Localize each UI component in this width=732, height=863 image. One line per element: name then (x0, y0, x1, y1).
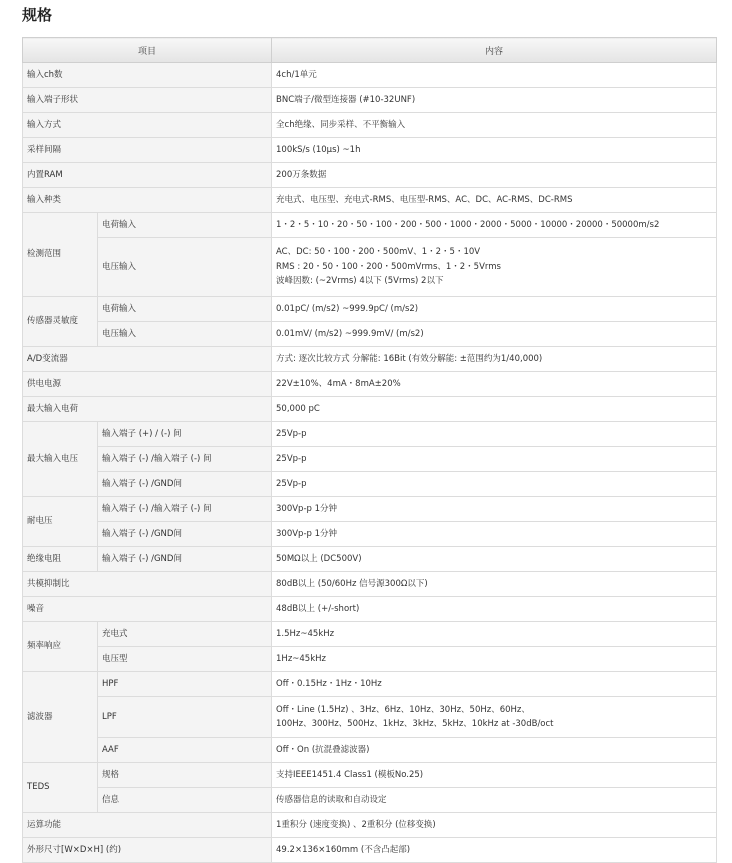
row-sublabel: AAF (98, 738, 272, 763)
table-row (23, 838, 717, 863)
row-value: 方式: 逐次比较方式 分解能: 16Bit (有效分解能: ±范围约为1/40,000) (272, 347, 717, 372)
table-row (23, 622, 717, 647)
header-item: 项目 (23, 38, 272, 63)
row-value: 48dB以上 (+/-short) (272, 597, 717, 622)
table-row (23, 138, 717, 163)
row-value: 25Vp-p (272, 422, 717, 447)
row-sublabel: 电压型 (98, 647, 272, 672)
table-row (23, 63, 717, 88)
table-row (23, 163, 717, 188)
row-value: 50MΩ以上 (DC500V) (272, 547, 717, 572)
row-sublabel: 输入端子 (-) /GND间 (98, 472, 272, 497)
row-label: A/D变流器 (23, 347, 272, 372)
row-value: 1重积分 (速度变换) 、2重积分 (位移变换) (272, 813, 717, 838)
row-label: 输入种类 (23, 188, 272, 213)
row-value (272, 697, 717, 738)
value-line: 100Hz、300Hz、500Hz、1kHz、3kHz、5kHz、10kHz at -30dB/oct (276, 719, 554, 729)
row-label: 最大输入电荷 (23, 397, 272, 422)
row-value: 0.01mV/ (m/s2) ~999.9mV/ (m/s2) (272, 322, 717, 347)
row-value: 80dB以上 (50/60Hz 信号源300Ω以下) (272, 572, 717, 597)
row-value: 1・2・5・10・20・50・100・200・500・1000・2000・5000・10000・20000・50000m/s2 (272, 213, 717, 238)
row-label: 输入端子形状 (23, 88, 272, 113)
table-row (23, 547, 717, 572)
row-value: 全ch绝缘、同步采样、不平衡输入 (272, 113, 717, 138)
table-row (23, 763, 717, 788)
row-value (272, 238, 717, 297)
row-label: 滤波器 (23, 672, 98, 763)
row-label: 共模抑制比 (23, 572, 272, 597)
value-line: 波峰因数: (~2Vrms) 4以下 (5Vrms) 2以下 (276, 276, 444, 287)
row-sublabel: 输入端子 (+) / (-) 间 (98, 422, 272, 447)
row-label: 传感器灵敏度 (23, 297, 98, 347)
row-value: 49.2×136×160mm (不含凸起部) (272, 838, 717, 863)
spec-table (22, 37, 717, 863)
table-row (23, 372, 717, 397)
row-value: Off・On (抗混叠滤波器) (272, 738, 717, 763)
page-title: 规格 (22, 6, 53, 24)
row-sublabel: 电压输入 (98, 322, 272, 347)
value-line: RMS : 20・50・100・200・500mVrms、1・2・5Vrms (276, 261, 501, 272)
row-value: 充电式、电压型、充电式-RMS、电压型-RMS、AC、DC、AC-RMS、DC-RMS (272, 188, 717, 213)
row-value: 100kS/s (10μs) ~1h (272, 138, 717, 163)
header-content: 内容 (272, 38, 717, 63)
table-row (23, 738, 717, 763)
value-line: Off・Line (1.5Hz) 、3Hz、6Hz、10Hz、30Hz、50Hz、60Hz、 (276, 704, 530, 715)
table-row (23, 647, 717, 672)
table-row (23, 347, 717, 372)
row-label: 频率响应 (23, 622, 98, 672)
row-label: 运算功能 (23, 813, 272, 838)
table-row (23, 213, 717, 238)
row-value: 300Vp-p 1分钟 (272, 497, 717, 522)
row-sublabel: 输入端子 (-) /GND间 (98, 522, 272, 547)
row-value: 1Hz~45kHz (272, 647, 717, 672)
row-value: Off・0.15Hz・1Hz・10Hz (272, 672, 717, 697)
row-sublabel: 电荷输入 (98, 213, 272, 238)
table-row (23, 422, 717, 447)
row-label: 外形尺寸[W×D×H] (约) (23, 838, 272, 863)
table-row (23, 238, 717, 297)
row-value: 25Vp-p (272, 472, 717, 497)
row-sublabel: 输入端子 (-) /GND间 (98, 547, 272, 572)
row-label: 绝缘电阻 (23, 547, 98, 572)
row-label: 检测范围 (23, 213, 98, 297)
row-label: 输入方式 (23, 113, 272, 138)
table-row (23, 497, 717, 522)
row-value: 300Vp-p 1分钟 (272, 522, 717, 547)
row-sublabel: 输入端子 (-) /输入端子 (-) 间 (98, 447, 272, 472)
row-value: 200万条数据 (272, 163, 717, 188)
row-label: 耐电压 (23, 497, 98, 547)
table-row (23, 88, 717, 113)
table-row (23, 472, 717, 497)
table-row (23, 297, 717, 322)
row-sublabel: 规格 (98, 763, 272, 788)
table-row (23, 697, 717, 738)
row-sublabel: LPF (98, 697, 272, 738)
row-value: 25Vp-p (272, 447, 717, 472)
value-line: AC、DC: 50・100・200・500mV、1・2・5・10V (276, 247, 481, 258)
row-label: 输入ch数 (23, 63, 272, 88)
row-value: 支持IEEE1451.4 Class1 (模板No.25) (272, 763, 717, 788)
table-row (23, 113, 717, 138)
row-value: 1.5Hz~45kHz (272, 622, 717, 647)
row-sublabel: 电荷输入 (98, 297, 272, 322)
row-label: 最大输入电压 (23, 422, 98, 497)
row-label: 供电电源 (23, 372, 272, 397)
table-row (23, 813, 717, 838)
row-sublabel: 电压输入 (98, 238, 272, 297)
table-row (23, 188, 717, 213)
row-value: 22V±10%、4mA・8mA±20% (272, 372, 717, 397)
table-row (23, 672, 717, 697)
row-value: 4ch/1单元 (272, 63, 717, 88)
row-sublabel: 输入端子 (-) /输入端子 (-) 间 (98, 497, 272, 522)
row-label: 采样间隔 (23, 138, 272, 163)
table-row (23, 597, 717, 622)
row-value: BNC端子/微型连接器 (#10-32UNF) (272, 88, 717, 113)
row-label: 噪音 (23, 597, 272, 622)
table-row (23, 522, 717, 547)
table-row (23, 572, 717, 597)
table-row (23, 322, 717, 347)
row-value: 0.01pC/ (m/s2) ~999.9pC/ (m/s2) (272, 297, 717, 322)
table-header-row (23, 38, 717, 63)
row-sublabel: 充电式 (98, 622, 272, 647)
row-label: 内置RAM (23, 163, 272, 188)
row-sublabel: HPF (98, 672, 272, 697)
row-value: 传感器信息的读取和自动设定 (272, 788, 717, 813)
row-sublabel: 信息 (98, 788, 272, 813)
row-label: TEDS (23, 763, 98, 813)
table-row (23, 397, 717, 422)
row-value: 50,000 pC (272, 397, 717, 422)
table-row (23, 788, 717, 813)
table-row (23, 447, 717, 472)
